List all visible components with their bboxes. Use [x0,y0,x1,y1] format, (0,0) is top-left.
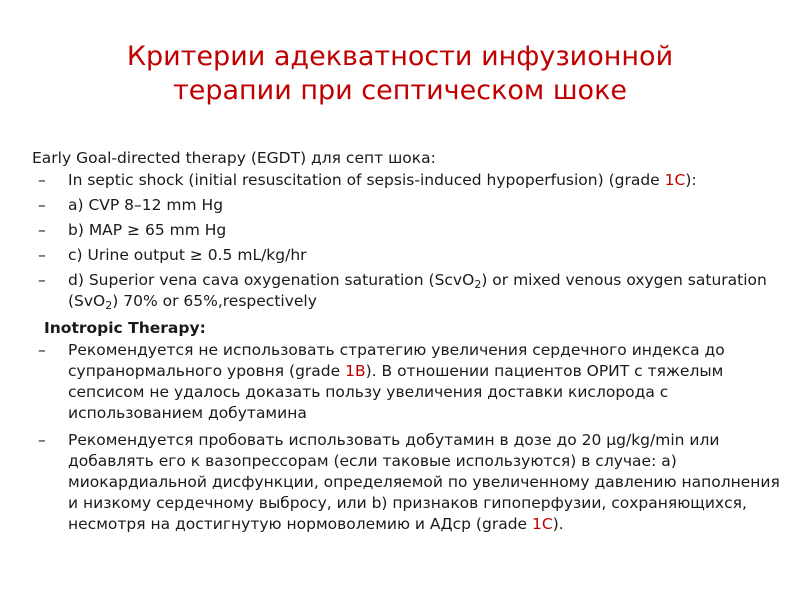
title-line-2: терапии при септическом шоке [173,75,627,106]
item-text: d) Superior vena cava oxygenation saturation (ScvO [68,271,475,289]
subscript: 2 [474,278,482,291]
egdt-list [30,170,786,312]
list-item [30,340,786,424]
grade-label: 1B [345,362,366,380]
subscript: 2 [105,299,113,312]
dash-bullet: – [38,246,46,264]
dash-bullet: – [38,196,46,214]
dash-bullet: – [38,431,46,449]
inotropic-list [30,340,786,535]
dash-bullet: – [38,341,46,359]
item-text: c) Urine output ≥ 0.5 mL/kg/hr [68,246,307,264]
item-text: b) MAP ≥ 65 mm Hg [68,221,227,239]
item-text: ) or mixed venous oxygen saturation (SvO [68,271,767,310]
item-text: In septic shock (initial resuscitation of sepsis-induced hypoperfusion) (grade [68,171,665,189]
dash-bullet: – [38,221,46,239]
list-item [30,270,786,312]
grade-label: 1C [532,515,553,533]
list-item [30,245,786,266]
grade-label: 1C [664,171,686,189]
list-item [30,220,786,241]
item-suffix: ). В отношении пациентов ОРИТ с тяжелым сепсисом не удалось доказать пользу увеличения доставки кислорода с использованием добутамина [68,362,724,422]
item-text: Рекомендуется не использовать стратегию увеличения сердечного индекса до супранормального уровня (grade [68,341,725,380]
item-suffix: ): [685,171,697,189]
list-item [30,170,786,191]
item-suffix: ). [552,515,564,533]
title-line-1: Критерии адекватности инфузионной [126,41,674,72]
inotropic-heading: Inotropic Therapy: [44,319,206,337]
list-item [30,195,786,216]
item-text: a) CVP 8–12 mm Hg [68,196,224,214]
egdt-intro: Early Goal-directed therapy (EGDT) для септ шока: [32,149,436,167]
page-title [0,40,800,108]
item-text: ) 70% or 65%,respectively [112,292,317,310]
dash-bullet: – [38,171,46,189]
item-text: Рекомендуется пробовать использовать добутамин в дозе до 20 µg/kg/min или добавлять его к вазопрессорам (если таковые используются) в случае: а) миокардиальной дисфункции, определяемой по увеличенному давлению наполнения и низкому сердечному выбросу, или b) признаков гипоперфузии, сохраняющихся, несмотря на достигнутую нормоволемию и АДср (grade [68,431,780,533]
dash-bullet: – [38,271,46,289]
slide-body [30,148,786,539]
list-item [30,430,786,535]
